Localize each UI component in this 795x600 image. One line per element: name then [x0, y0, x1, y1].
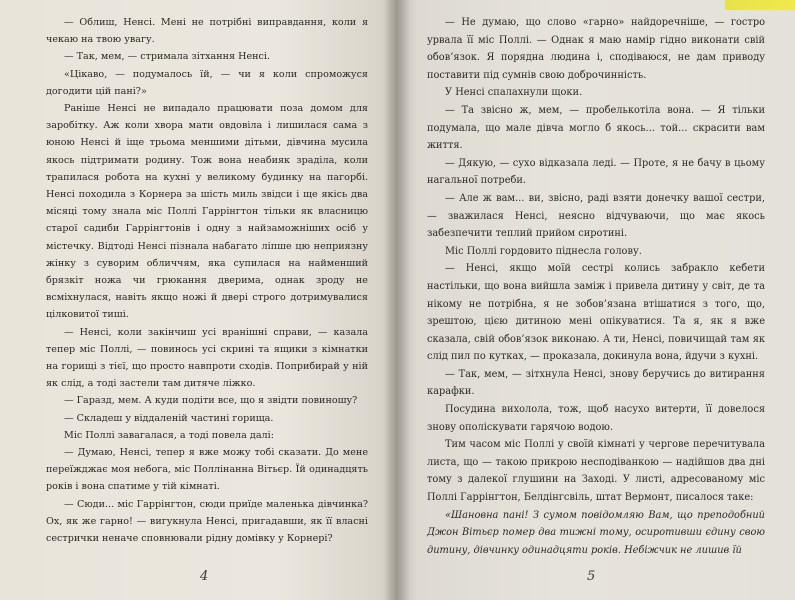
- paragraph: — Та звісно ж, мем, — пробелькотіла вона. — Я тільки подумала, що мале дівча могло б якось... той... скрасити вам життя.: [427, 104, 765, 152]
- yellow-page-edge: [725, 0, 795, 10]
- paragraph: — Ненсі, коли закінчиш усі вранішні справи, — казала тепер міс Поллі, — повинось усі скрині та ящики з кімнатки на горищі з тієї, що просто навпроти сходів. Поприбирай у ній як слід, а тоді застели там дитяче ліжко.: [46, 326, 368, 390]
- paragraph: — Ненсі, якщо моїй сестрі колись забракло кебети настільки, що вона вийшла заміж і привела дитину у світ, де та нікому не потрібна, я не зобов’язана втішатися з того, що, зрештою, цією дитиною мені опікуватися. Та я, як я вже сказала, свій обов’язок виконаю. А ти, Ненсі, повичищай там як слід пил по кутках, — проказала, докинула вона, йдучи з кухні.: [427, 263, 765, 363]
- paragraph: — Але ж вам... ви, звісно, раді взяти донечку вашої сестри, — зважилася Ненсі, неясно відчуваючи, що має якось забезпечити теплий прийом сиротині.: [427, 192, 765, 240]
- paragraph: Посудина вихолола, тож, щоб насухо витерти, її довелося знову ополіскувати гарячою водою.: [427, 404, 765, 433]
- paragraph: Тим часом міс Поллі у своїй кімнаті у чергове перечитувала листа, що — такою прикрою несподіванкою — надійшов два дні тому з далекої глушини на Заході. У листі, адресованому міс Поллі Гаррінгтон, Белдінгсвіль, штат Вермонт, писалося таке:: [427, 439, 765, 504]
- paragraph: — Не думаю, що слово «гарно» найдоречніше, — гостро урвала її міс Поллі. — Однак я маю намір гідно виконати свій обов’язок. Я порядна людина і, сподіваюся, не дам приводу поставити під сумнів свою доброчинність.: [427, 17, 765, 81]
- paragraph: — Складеш у віддаленій частині горища.: [64, 412, 274, 424]
- page-number: 5: [587, 569, 596, 584]
- paragraph: Раніше Ненсі не випадало працювати поза домом для заробітку. Аж коли хвора мати овдовіла і лишилася сама з юною Ненсі й іще трьома меншими дітьми, дівчина мусила якось підтримати родину. Тож вона неабияк зраділа, коли трапилася робота на кухні у великому будинку на пагорбі. Ненсі походила з Корнера за шість миль звідси і ще якісь два місяці тому знала міс Поллі Гаррінгтон тільки як власницю старої садиби Гаррінгтонів і одну з найзаможніших осіб у містечку. Відтоді Ненсі пізнала набагато ліпше цю неприязну жінку з суворим обличчям, яка супилася на найменший брязкіт ножа чи грюкання дверима, однак зроду не всміхнулася, навіть якщо ножі й двері строго дотримувалися цілковитої тиші.: [46, 103, 368, 321]
- paragraph: — Гаразд, мем. А куди подіти все, що я звідти повиношу?: [64, 395, 358, 407]
- paragraph: «Цікаво, — подумалось їй, — чи я коли спроможуся догодити цій пані?»: [46, 68, 368, 97]
- paragraph: — Дякую, — сухо відказала леді. — Проте, я не бачу в цьому нагальної потреби.: [427, 157, 765, 187]
- paragraph: — Так, мем, — стримала зітхання Ненсі.: [64, 51, 271, 63]
- page-number: 4: [200, 569, 209, 584]
- right-page-text: [427, 14, 765, 559]
- paragraph: Міс Поллі завагалася, а тоді повела далі:: [64, 429, 274, 441]
- paragraph: — Так, мем, — зітхнула Ненсі, знову беручись до витирання карафки.: [427, 368, 765, 398]
- paragraph: У Ненсі спалахнули щоки.: [445, 87, 583, 99]
- paragraph: — Облиш, Ненсі. Мені не потрібні виправдання, коли я чекаю на твою увагу.: [46, 17, 368, 46]
- letter-paragraph: «Шановна пані! З сумом повідомляю Вам, що преподобний Джон Вітьєр помер два тижні тому, осиротивши єдину свою дитину, дівчинку одинадцяти років. Небіжчик не лишив їй: [427, 509, 765, 556]
- left-page: [0, 0, 397, 600]
- right-page: [397, 0, 795, 600]
- left-page-text: [46, 14, 368, 547]
- paragraph: Міс Поллі гордовито піднесла голову.: [445, 245, 642, 257]
- paragraph: — Сюди... міс Гаррінгтон, сюди приїде маленька дівчинка? Ох, як же гарно! — вигукнула Ненсі, пригадавши, як її власні сестрички неначе сповнювали рідну домівку у Корнері?: [46, 498, 368, 545]
- paragraph: — Думаю, Ненсі, тепер я вже можу тобі сказати. До мене переїжджає моя небога, міс Поллінанна Вітьєр. Їй одинадцять років і вона спатиме у тій кімнаті.: [46, 447, 368, 493]
